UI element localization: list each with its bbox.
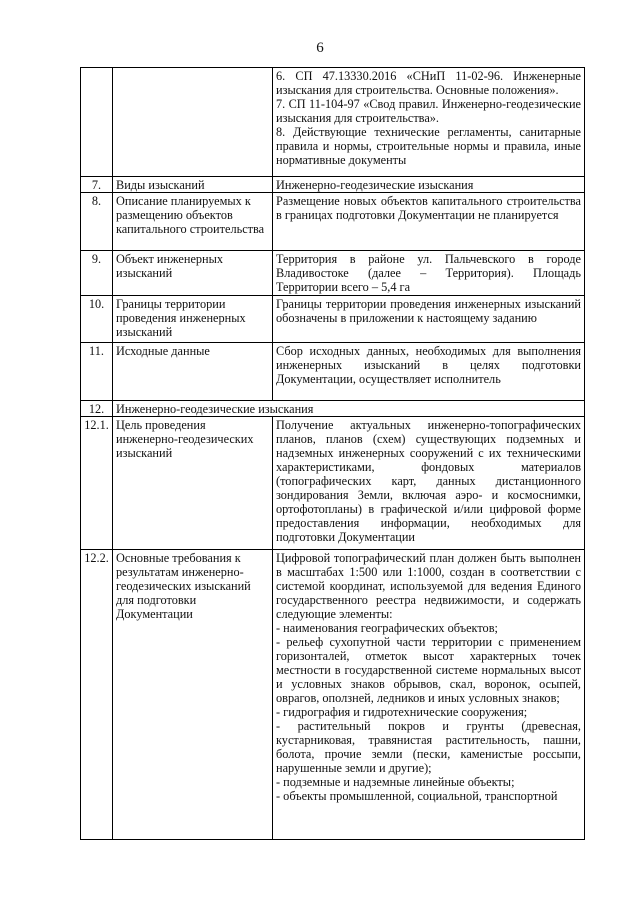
row-number: 10.: [81, 296, 113, 343]
table-row: [81, 193, 585, 251]
row-description: Границы территории проведения инженерных изысканий обозначены в приложении к настоящему заданию: [273, 296, 585, 343]
table-row: [81, 251, 585, 296]
desc-list-item: - подземные и надземные линейные объекты;: [276, 775, 515, 789]
row-number: 12.1.: [81, 417, 113, 550]
row-number: 11.: [81, 343, 113, 401]
section-title: Инженерно-геодезические изыскания: [113, 401, 585, 417]
table-row: [81, 343, 585, 401]
row-description: Размещение новых объектов капитального строительства в границах подготовки Документации не планируется: [273, 193, 585, 251]
table-row: [81, 550, 585, 840]
desc-list-item: - гидрография и гидротехнические сооружения;: [276, 705, 528, 719]
desc-list-item: - наименования географических объектов;: [276, 621, 498, 635]
row-description: Территория в районе ул. Пальчевского в городе Владивостоке (далее – Территория). Площадь Территории всего – 5,4 га: [273, 251, 585, 296]
table-row: [81, 401, 585, 417]
row-number: 12.2.: [81, 550, 113, 840]
row-name: [113, 68, 273, 177]
row-number: [81, 68, 113, 177]
row-name: Границы территории проведения инженерных изысканий: [113, 296, 273, 343]
row-number: 9.: [81, 251, 113, 296]
row-description: [273, 68, 585, 177]
desc-paragraph: 6. СП 47.13330.2016 «СНиП 11-02-96. Инженерные изыскания для строительства. Основные положения».: [276, 69, 581, 97]
row-description: Сбор исходных данных, необходимых для выполнения инженерных изысканий в целях подготовки Документации, осуществляет исполнитель: [273, 343, 585, 401]
requirements-table: [80, 67, 585, 840]
desc-list-item: - растительный покров и грунты (древесная, кустарниковая, травянистая растительность, пашни, болота, прочие земли (пески, каменистые россыпи, нарушенные земли и другие);: [276, 719, 581, 775]
desc-list-item: - объекты промышленной, социальной, транспортной: [276, 789, 558, 803]
row-description: Получение актуальных инженерно-топографических планов, планов (схем) существующих подземных и надземных инженерных сооружений с их техническими характеристиками, фондовых материалов (топографических карт, данных дистанционного зондирования Земли, включая аэро- и космоснимки, ортофотопланы) в графической и/или цифровой форме предоставления информации, необходимых для подготовки Документации: [273, 417, 585, 550]
desc-paragraph: Цифровой топографический план должен быть выполнен в масштабах 1:500 или 1:1000, создан в соответствии с системой координат, используемой для ведения Единого государственного реестра недвижимости, и содержать следующие элементы:: [276, 551, 581, 621]
desc-paragraph: 7. СП 11-104-97 «Свод правил. Инженерно-геодезические изыскания для строительства».: [276, 97, 581, 125]
table-row: [81, 177, 585, 193]
desc-paragraph: 8. Действующие технические регламенты, санитарные правила и нормы, строительные нормы и правила, иные нормативные документы: [276, 125, 581, 167]
page-number: 6: [316, 40, 324, 56]
row-name: Основные требования к результатам инженерно-геодезических изысканий для подготовки Документации: [113, 550, 273, 840]
row-name: Исходные данные: [113, 343, 273, 401]
row-number: 8.: [81, 193, 113, 251]
row-number: 7.: [81, 177, 113, 193]
row-name: Цель проведения инженерно-геодезических изысканий: [113, 417, 273, 550]
row-number: 12.: [81, 401, 113, 417]
row-name: Описание планируемых к размещению объектов капитального строительства: [113, 193, 273, 251]
row-description: Инженерно-геодезические изыскания: [273, 177, 585, 193]
row-name: Виды изысканий: [113, 177, 273, 193]
table-row: [81, 296, 585, 343]
table-row: [81, 68, 585, 177]
row-description: [273, 550, 585, 840]
row-name: Объект инженерных изысканий: [113, 251, 273, 296]
desc-list-item: - рельеф сухопутной части территории с применением горизонталей, отметок высот характерных точек местности в государственной системе нормальных высот и условных знаков обрывов, скал, воронок, осыпей, оврагов, оползней, ледников и иных условных знаков;: [276, 635, 581, 705]
table-row: [81, 417, 585, 550]
